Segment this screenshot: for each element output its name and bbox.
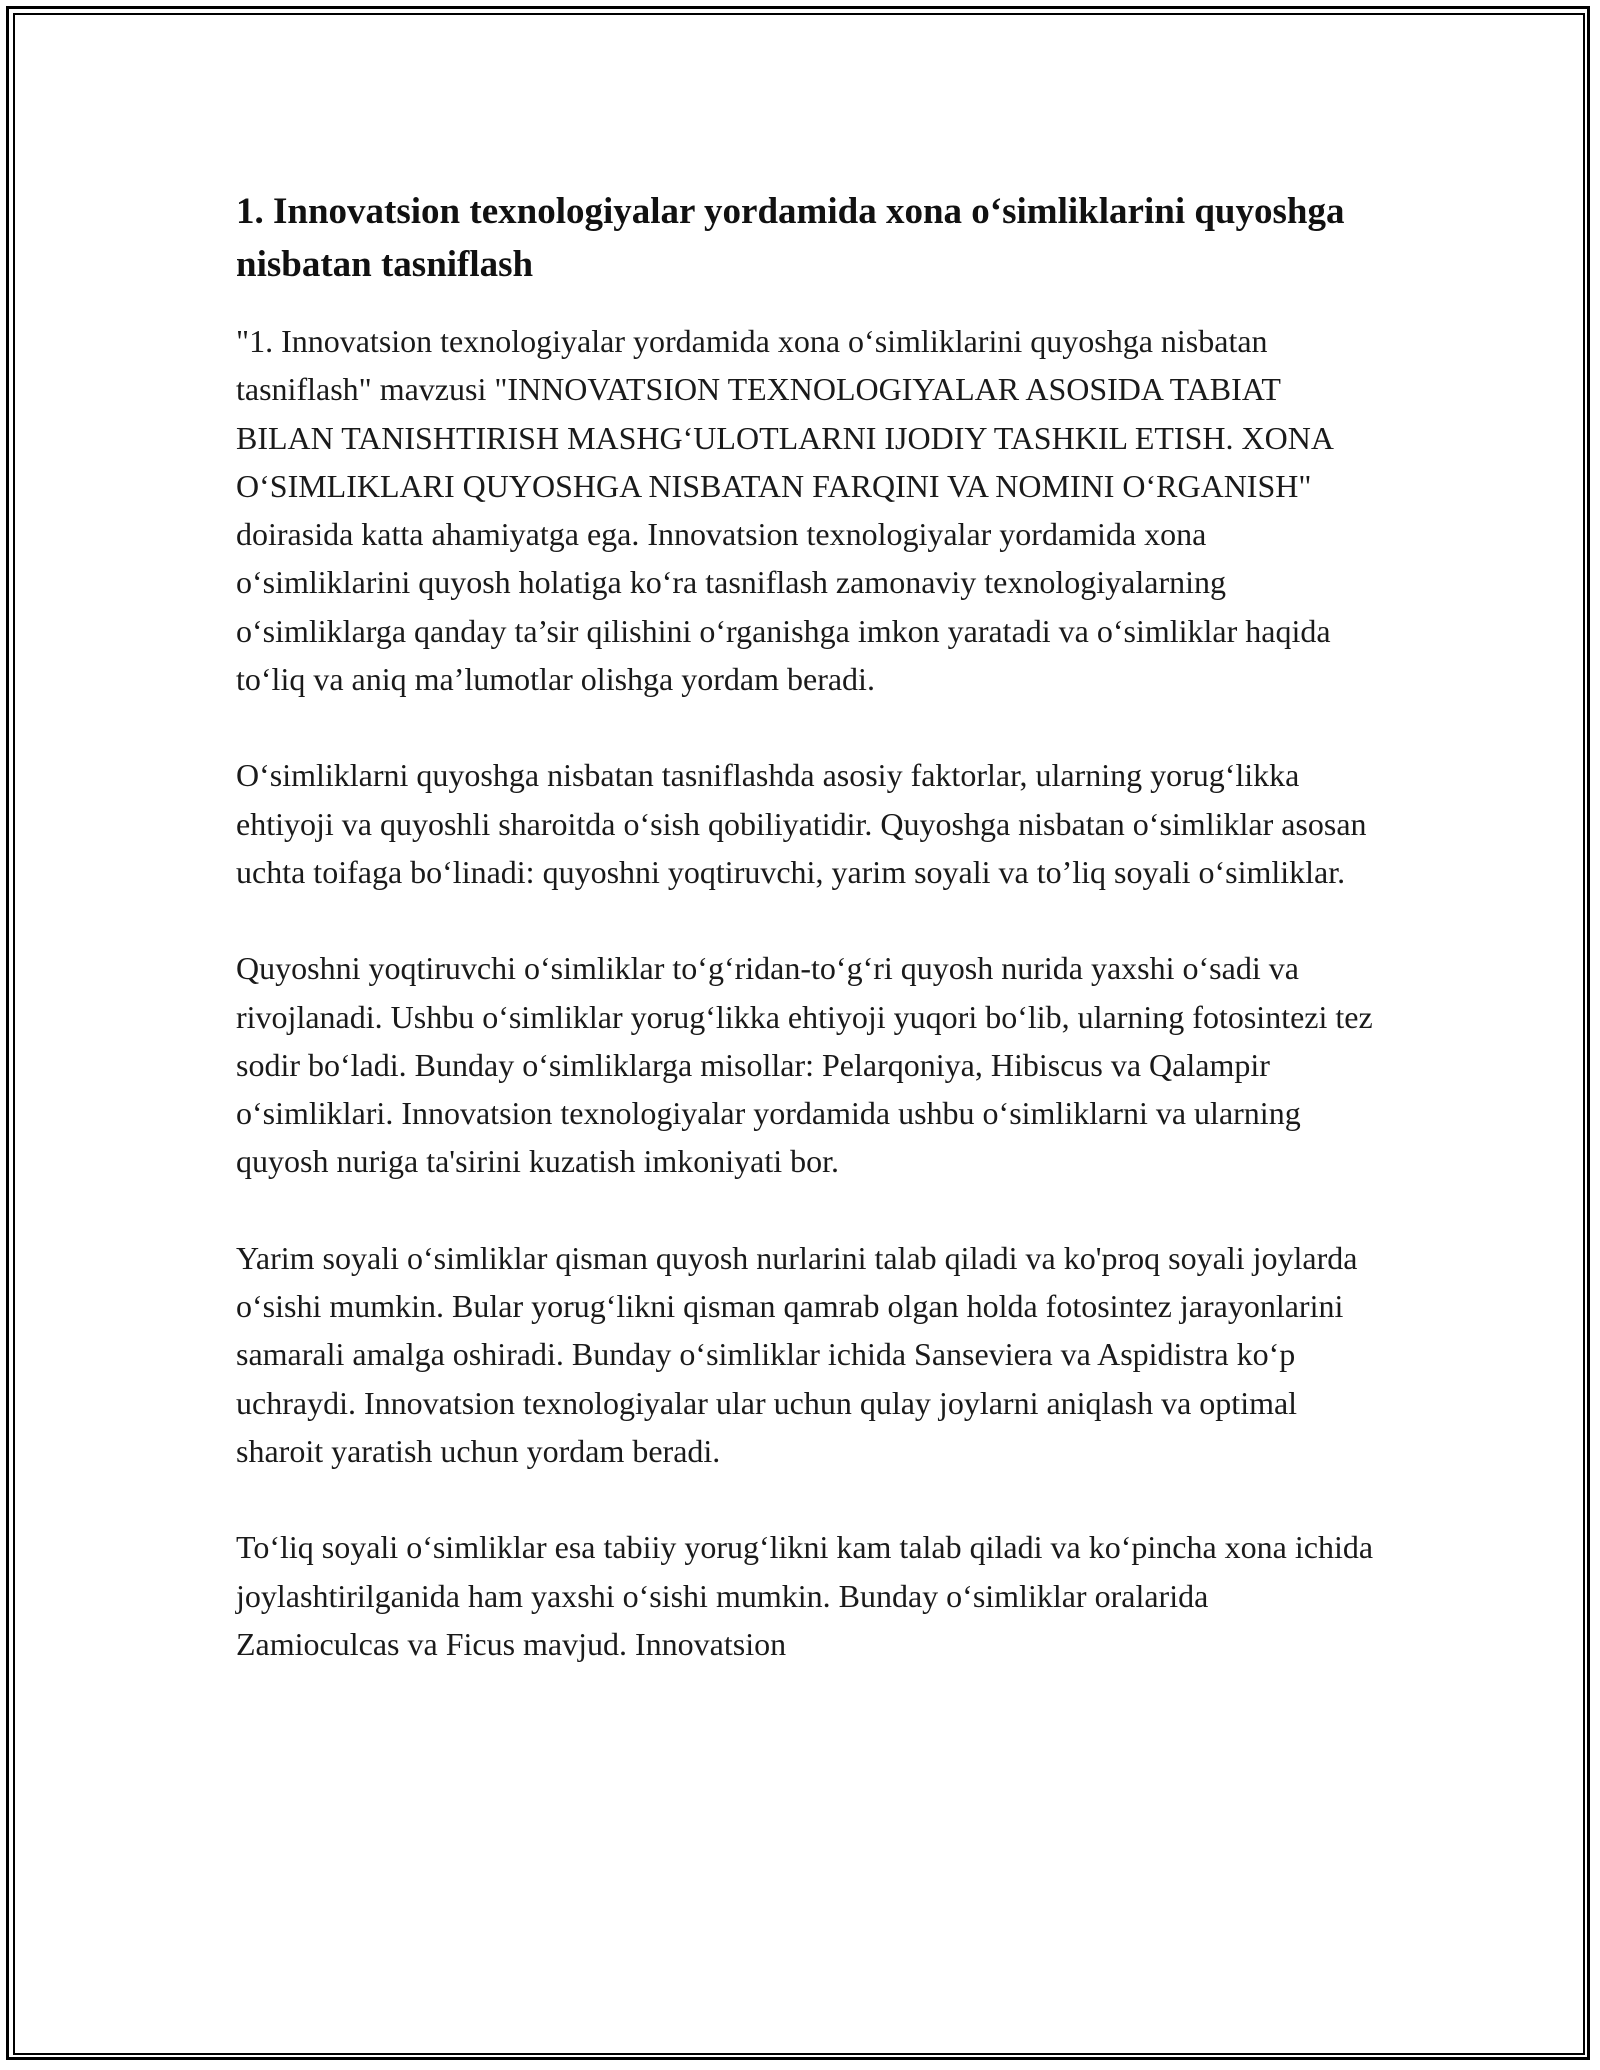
- paragraph-sun-loving-plants: Quyoshni yoqtiruvchi o‘simliklar to‘g‘ridan-to‘g‘ri quyosh nurida yaxshi o‘sadi va rivojlanadi. Ushbu o‘simliklar yorug‘likka ehtiyoji yuqori bo‘lib, ularning fotosintezi tez sodir bo‘ladi. Bunday o‘simliklarga misollar: Pelarqoniya, Hibiscus va Qalampir o‘simliklari. Innovatsion texnologiyalar yordamida ushbu o‘simliklarni va ularning quyosh nuriga ta'sirini kuzatish imkoniyati bor.: [236, 950, 1373, 1180]
- paragraph-classification-factors: O‘simliklarni quyoshga nisbatan tasniflashda asosiy faktorlar, ularning yorug‘likka ehtiyoji va quyoshli sharoitda o‘sish qobiliyatidir. Quyoshga nisbatan o‘simliklar asosan uchta toifaga bo‘linadi: quyoshni yoqtiruvchi, yarim soyali va to’liq soyali o‘simliklar.: [236, 757, 1367, 890]
- document-body: [236, 185, 1376, 1716]
- paragraph-semi-shade-plants: Yarim soyali o‘simliklar qisman quyosh nurlarini talab qiladi va ko'proq soyali joylarda o‘sishi mumkin. Bular yorug‘likni qisman qamrab olgan holda fotosintez jarayonlarini samarali amalga oshiradi. Bunday o‘simliklar ichida Sanseviera va Aspidistra ko‘p uchraydi. Innovatsion texnologiyalar ular uchun qulay joylarni aniqlash va optimal sharoit yaratish uchun yordam beradi.: [236, 1239, 1358, 1469]
- paragraph-intro: "1. Innovatsion texnologiyalar yordamida xona o‘simliklarini quyoshga nisbatan tasniflash" mavzusi "INNOVATSION TEXNOLOGIYALAR ASOSIDA TABIAT BILAN TANISHTIRISH MASHG‘ULOTLARNI IJODIY TASHKIL ETISH. XONA O‘SIMLIKLARI QUYOSHGA NISBATAN FARQINI VA NOMINI O‘RGANISH" doirasida katta ahamiyatga ega. Innovatsion texnologiyalar yordamida xona o‘simliklarini quyosh holatiga ko‘ra tasniflash zamonaviy texnologiyalarning o‘simliklarga qanday ta’sir qilishini o‘rganishga imkon yaratadi va o‘simliklar haqida to‘liq va aniq ma’lumotlar olishga yordam beradi.: [236, 323, 1333, 698]
- section-heading: 1. Innovatsion texnologiyalar yordamida xona o‘simliklarini quyoshga nisbatan tasniflash: [236, 191, 1345, 285]
- paragraph-full-shade-plants: To‘liq soyali o‘simliklar esa tabiiy yorug‘likni kam talab qiladi va ko‘pincha xona ichida joylashtirilganida ham yaxshi o‘sishi mumkin. Bunday o‘simliklar oralarida Zamioculcas va Ficus mavjud. Innovatsion: [236, 1529, 1374, 1662]
